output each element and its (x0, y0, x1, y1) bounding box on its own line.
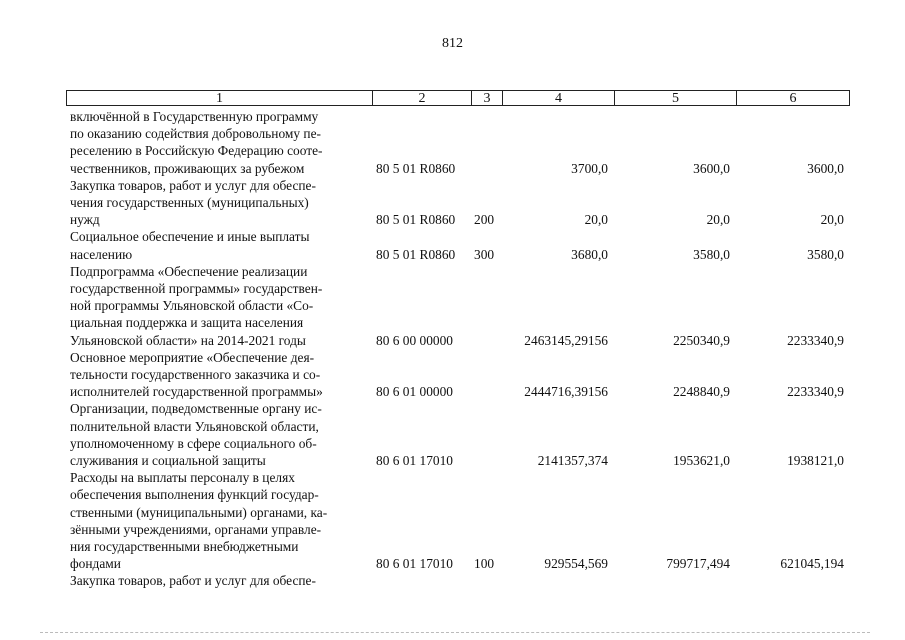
row-value-col5: 3600,0 (693, 160, 730, 176)
description-line: ной программы Ульяновской области «Со- (70, 298, 314, 314)
description-line: Закупка товаров, работ и услуг для обеспе- (70, 573, 316, 589)
row-value-col5: 2250340,9 (673, 332, 730, 348)
description-line: Организации, подведомственные органу ис- (70, 401, 322, 417)
row-code: 80 6 01 17010 (376, 556, 453, 572)
row-value-col5: 3580,0 (693, 246, 730, 262)
row-value-col6: 3600,0 (807, 160, 844, 176)
row-value-col5: 1953621,0 (673, 453, 730, 468)
description-line: включённой в Государственную программу (70, 109, 319, 124)
description-line: Закупка товаров, работ и услуг для обеспе- (70, 177, 316, 193)
row-value-col6: 3580,0 (807, 246, 844, 262)
row-description (70, 469, 364, 572)
row-value-col6: 2233340,9 (787, 332, 844, 348)
description-line: полнительной власти Ульяновской области, (70, 418, 319, 434)
row-code: 80 6 00 00000 (376, 332, 453, 348)
row-code: 80 6 01 17010 (376, 453, 453, 468)
row-description (70, 572, 364, 589)
row-value-col5: 799717,494 (666, 556, 730, 572)
description-line: Расходы на выплаты персоналу в целях (70, 470, 295, 486)
row-value-col5: 20,0 (706, 212, 730, 228)
description-line: Социальное обеспечение и иные выплаты (70, 229, 310, 245)
description-line: чественников, проживающих за рубежом (70, 160, 305, 176)
row-description (70, 349, 364, 401)
header-col-3: 3 (471, 90, 502, 106)
description-line: тельности государственного заказчика и со- (70, 367, 321, 382)
scan-edge-divider (40, 632, 870, 633)
description-line: уполномоченному в сфере социального об- (70, 435, 317, 451)
row-value-col4: 2463145,29156 (524, 332, 608, 348)
row-description (70, 400, 364, 469)
header-col-2: 2 (372, 90, 471, 106)
description-line: государственной программы» государствен- (70, 281, 323, 296)
header-col-4: 4 (502, 90, 614, 106)
row-value-col4: 929554,569 (544, 556, 608, 572)
header-col-5: 5 (614, 90, 736, 106)
description-line: Ульяновской области» на 2014-2021 годы (70, 332, 306, 348)
description-line: реселению в Российскую Федерацию соотe- (70, 143, 323, 159)
description-line: фондами (70, 556, 121, 572)
row-value-col4: 3680,0 (571, 246, 608, 262)
row-value-col4: 2141357,374 (537, 453, 608, 468)
row-description (70, 228, 364, 262)
row-value-col6: 2233340,9 (787, 384, 844, 400)
row-value-col4: 3700,0 (571, 160, 608, 176)
header-col-6: 6 (736, 90, 850, 106)
row-description (70, 177, 364, 229)
description-line: Подпрограмма «Обеспечение реализации (70, 263, 308, 279)
row-expense-type: 200 (474, 212, 495, 228)
row-description (70, 263, 364, 349)
row-code: 80 5 01 R0860 (376, 160, 456, 176)
row-value-col4: 2444716,39156 (524, 384, 608, 400)
page-number: 812 (442, 36, 463, 51)
description-line: исполнителей государственной программы» (70, 384, 323, 400)
row-expense-type: 300 (474, 246, 495, 262)
description-line: циальная поддержка и защита населения (70, 315, 304, 331)
description-line: зёнными учреждениями, органами управле- (70, 521, 322, 537)
description-line: ственными (муниципальными) органами, ка- (70, 504, 328, 520)
description-line: Основное мероприятие «Обеспечение дея- (70, 349, 315, 365)
row-code: 80 6 01 00000 (376, 384, 453, 400)
description-line: служивания и социальной защиты (70, 453, 266, 468)
row-code: 80 5 01 R0860 (376, 212, 456, 228)
description-line: по оказанию содействия добровольному пе- (70, 126, 321, 142)
row-expense-type: 100 (474, 556, 495, 572)
row-code: 80 5 01 R0860 (376, 246, 456, 262)
description-line: чения государственных (муниципальных) (70, 195, 309, 210)
row-value-col6: 1938121,0 (787, 453, 844, 468)
row-value-col4: 20,0 (584, 212, 608, 228)
row-value-col6: 621045,194 (780, 556, 844, 572)
row-value-col6: 20,0 (820, 212, 844, 228)
row-description (70, 108, 364, 177)
row-value-col5: 2248840,9 (673, 384, 730, 400)
description-line: нужд (70, 212, 100, 228)
table-header (66, 90, 850, 107)
description-line: ния государственными внебюджетными (70, 539, 299, 554)
description-line: населению (70, 246, 133, 262)
description-line: обеспечения выполнения функций государ- (70, 487, 319, 503)
header-col-1: 1 (66, 90, 372, 106)
